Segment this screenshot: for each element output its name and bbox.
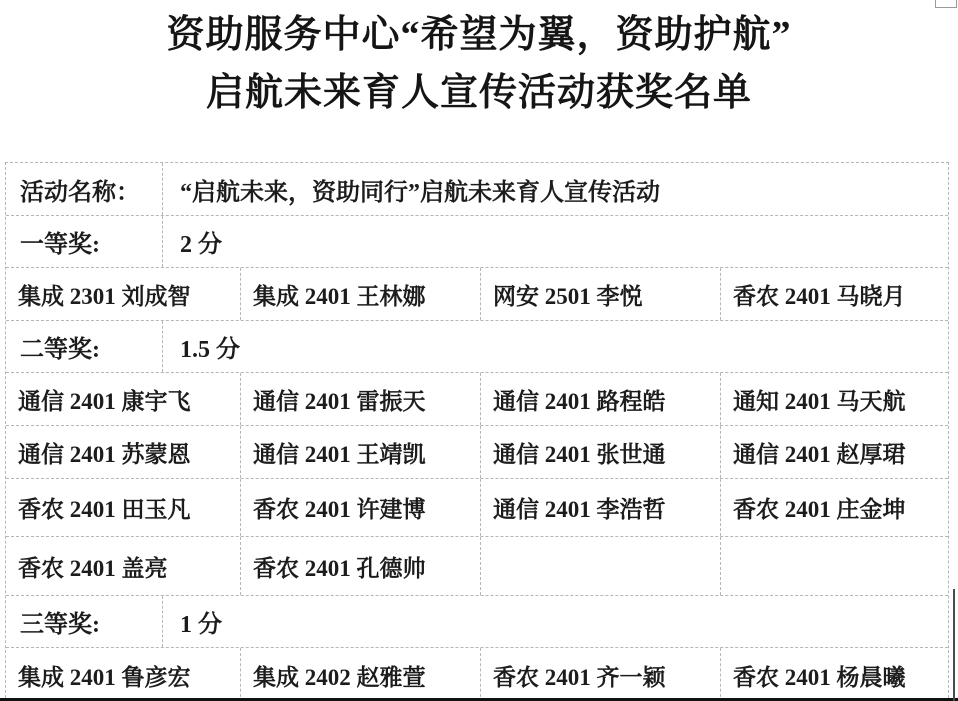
winners-row <box>6 479 948 537</box>
winners-row <box>6 268 948 321</box>
award-name-cell <box>481 537 721 595</box>
scan-edge-right-artifact <box>953 589 955 701</box>
award-name-cell <box>721 537 948 595</box>
awards-table <box>5 162 949 701</box>
winners-row <box>6 648 948 701</box>
award-name-cell: 香农 2401 孔德帅 <box>241 537 481 595</box>
award-name-cell: 香农 2401 田玉凡 <box>6 479 241 536</box>
section-header-row <box>6 596 948 648</box>
award-name-cell: 香农 2401 齐一颖 <box>481 648 721 701</box>
award-name-cell: 通信 2401 赵厚珺 <box>733 441 906 467</box>
winners-row <box>6 373 948 426</box>
section-label-cell: 三等奖: <box>6 596 163 647</box>
winners-row <box>6 426 948 479</box>
award-name-cell: 通信 2401 王靖凯 <box>241 426 481 478</box>
award-name-cell: 网安 2501 李悦 <box>481 268 721 320</box>
award-name-cell: 香农 2401 马晓月 <box>733 283 906 309</box>
title-line-2: 启航未来育人宣传活动获奖名单 <box>205 72 752 114</box>
section-value-cell: 1.5 分 <box>180 337 240 363</box>
award-name-cell: 集成 2401 鲁彦宏 <box>6 648 241 701</box>
award-name-cell: 香农 2401 盖亮 <box>6 537 241 595</box>
section-value-cell: 2 分 <box>180 232 222 258</box>
title-line-1: 资助服务中心“希望为翼，资助护航” <box>166 14 792 56</box>
award-name-cell: 通信 2401 雷振天 <box>241 373 481 425</box>
section-label-cell: 二等奖: <box>6 321 163 372</box>
award-name-cell: 通信 2401 路程皓 <box>481 373 721 425</box>
award-name-cell: 通信 2401 苏蒙恩 <box>6 426 241 478</box>
award-name-cell: 香农 2401 许建博 <box>241 479 481 536</box>
award-name-cell: 集成 2401 王林娜 <box>241 268 481 320</box>
award-name-cell: 香农 2401 庄金坤 <box>733 497 906 522</box>
award-name-cell: 通信 2401 张世通 <box>481 426 721 478</box>
section-header-row <box>6 163 948 216</box>
section-header-row <box>6 216 948 268</box>
section-header-row <box>6 321 948 373</box>
award-name-cell: 通信 2401 康宇飞 <box>6 373 241 425</box>
award-name-cell: 通信 2401 李浩哲 <box>481 479 721 536</box>
award-name-cell: 通知 2401 马天航 <box>733 388 906 414</box>
section-label-cell: 活动名称： <box>6 163 163 215</box>
winners-row <box>6 537 948 596</box>
section-label-cell: 一等奖: <box>6 216 163 267</box>
award-name-cell: 香农 2401 杨晨曦 <box>733 664 906 690</box>
scan-mark-top-right-artifact <box>935 0 957 8</box>
section-value-cell: “启航未来，资助同行”启航未来育人宣传活动 <box>180 179 660 206</box>
award-name-cell: 集成 2402 赵雅萱 <box>241 648 481 701</box>
document-title <box>0 6 958 122</box>
award-name-cell: 集成 2301 刘成智 <box>6 268 241 320</box>
section-value-cell: 1 分 <box>180 612 222 638</box>
